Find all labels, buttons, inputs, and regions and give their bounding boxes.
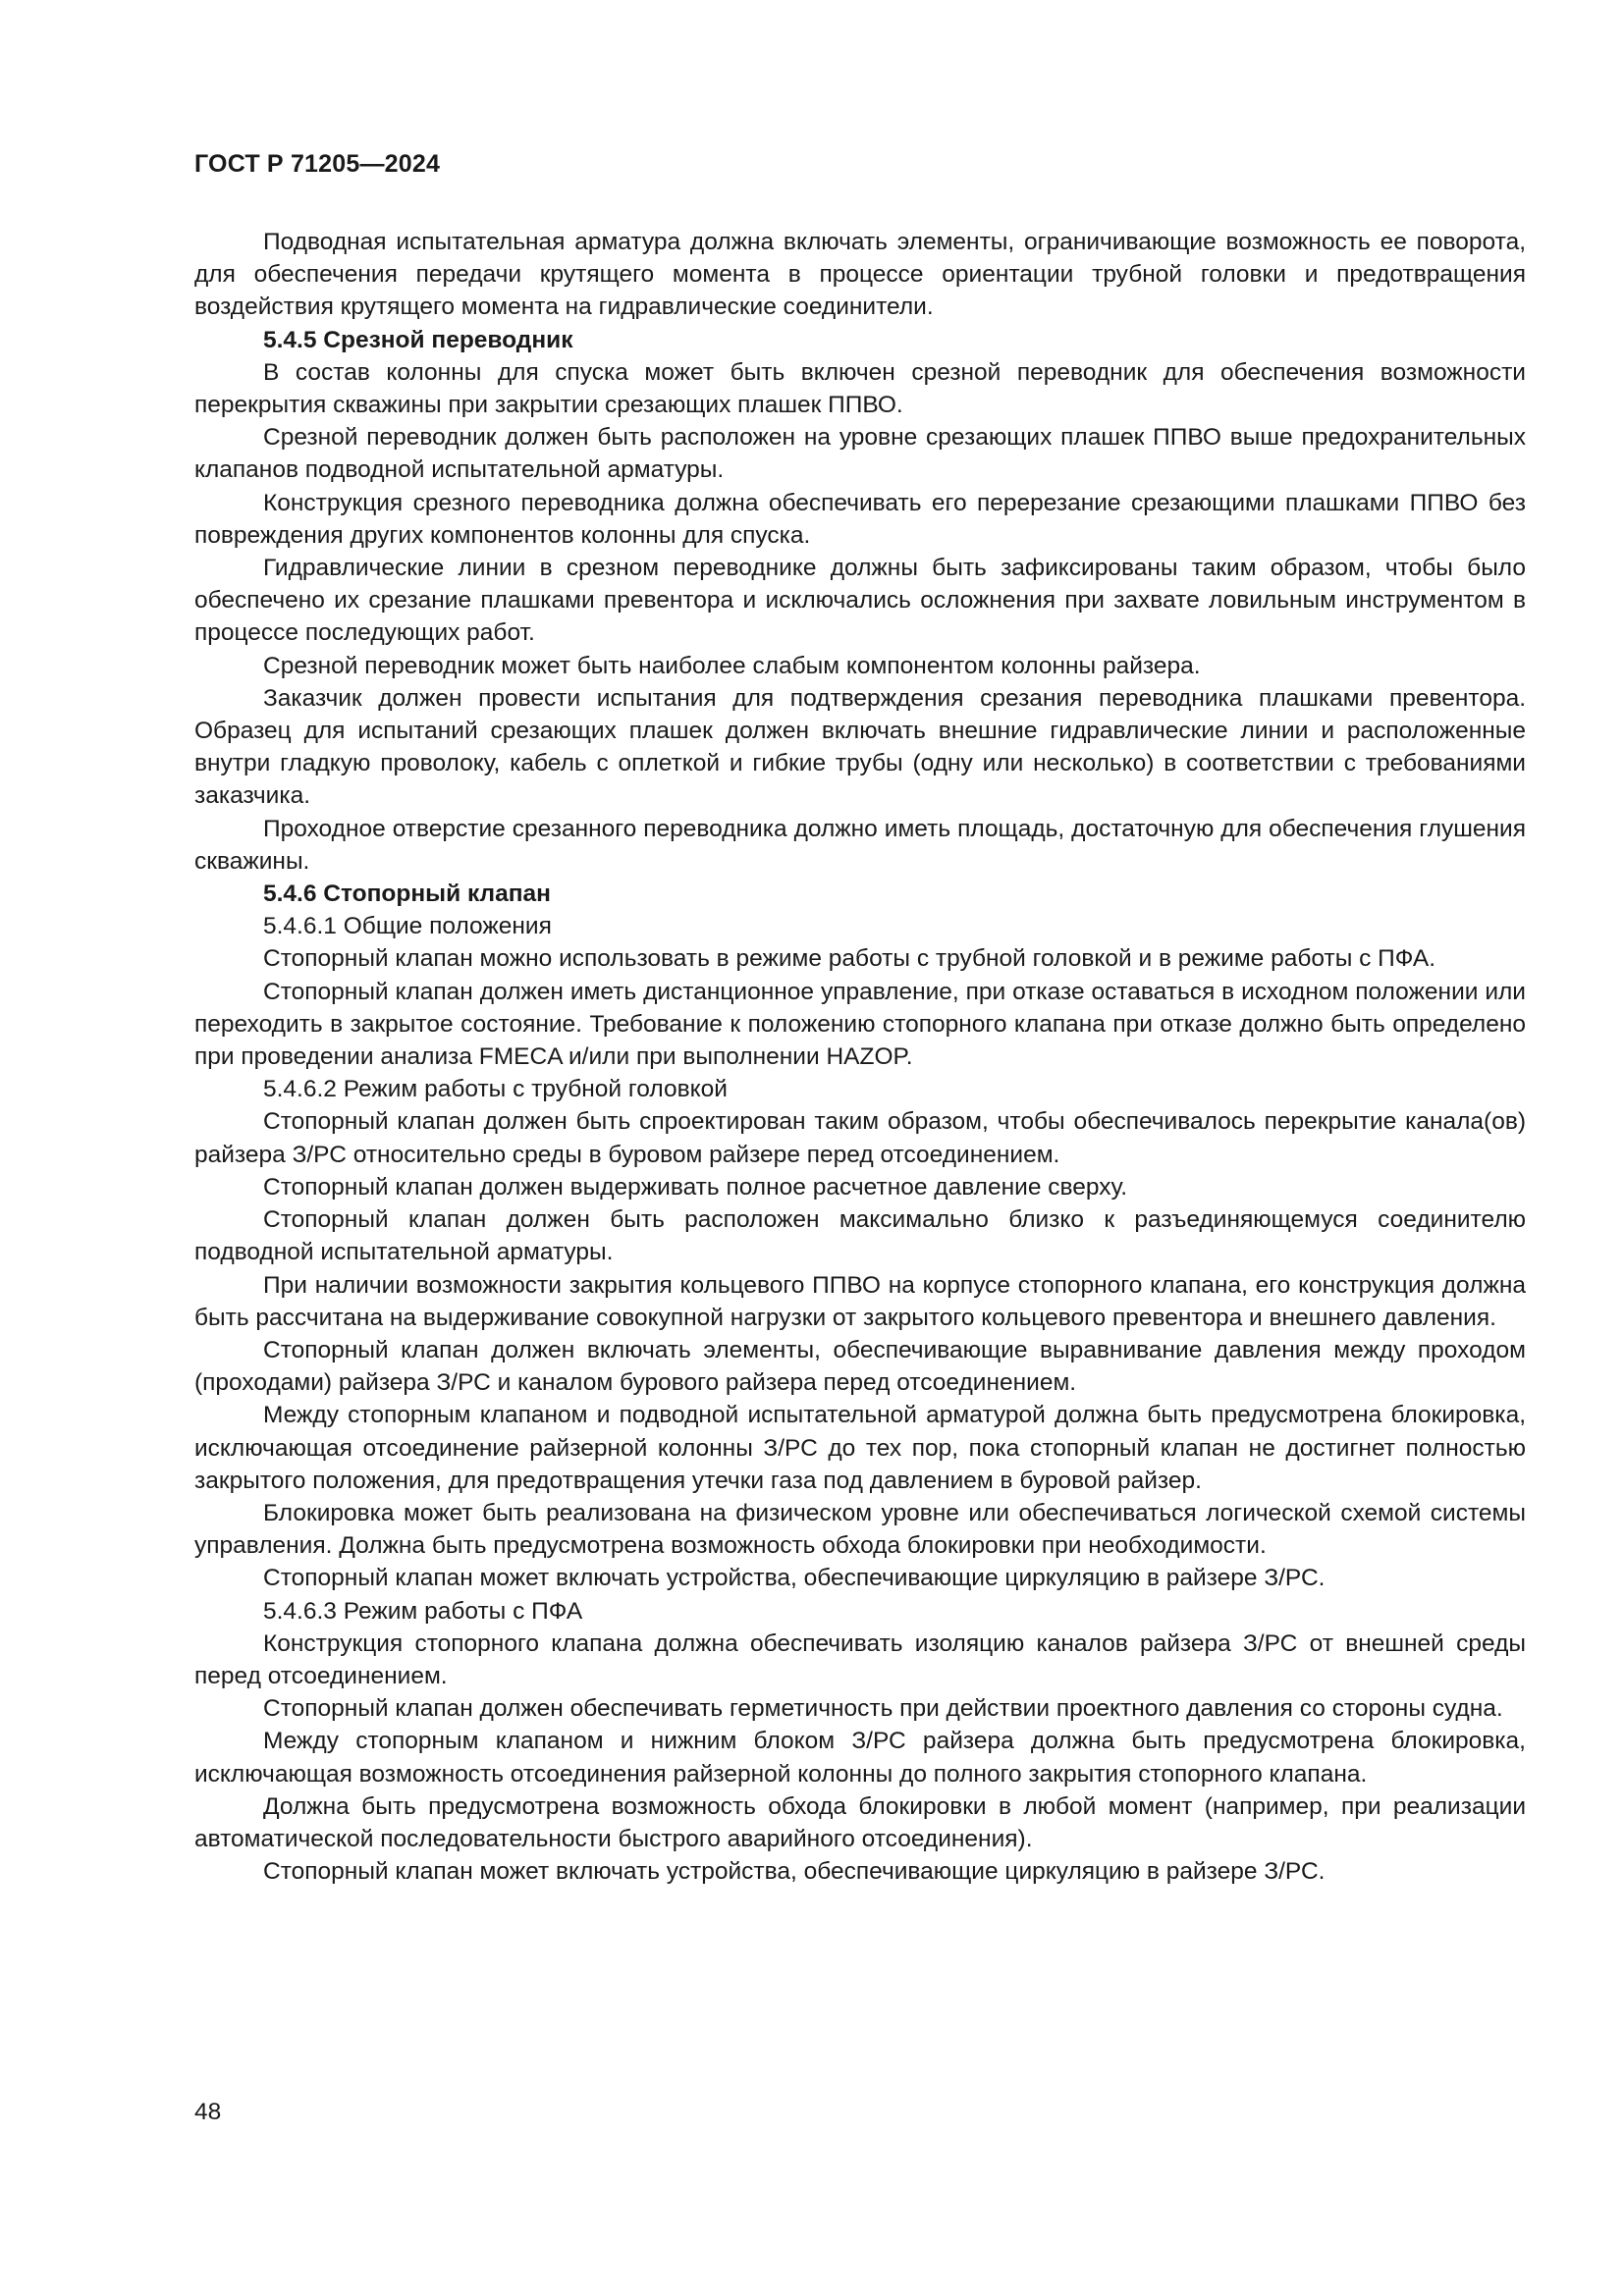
paragraph: Стопорный клапан может включать устройства, обеспечивающие циркуляцию в райзере З/РС. (263, 1858, 1326, 1886)
paragraph: Стопорный клапан должен выдерживать полное расчетное давление сверху. (263, 1173, 1128, 1201)
subsection-title-5-4-6-3: 5.4.6.3 Режим работы с ПФА (263, 1597, 583, 1625)
paragraph: Подводная испытательная арматура должна включать элементы, ограничивающие возможность ее поворота, для обеспечения передачи крутящего момента в процессе ориентации трубной головки и предотвращения воздействия крутящего момента на гидравлические соединители. (194, 229, 1526, 321)
paragraph: Срезной переводник должен быть расположен на уровне срезающих плашек ППВО выше предохранительных клапанов подводной испытательной арматуры. (194, 424, 1526, 484)
paragraph: Гидравлические линии в срезном переводнике должны быть зафиксированы таким образом, чтобы было обеспечено их срезание плашками превентора и исключались осложнения при захвате ловильным инструментом в процессе последующих работ. (194, 555, 1526, 647)
paragraph: Стопорный клапан можно использовать в режиме работы с трубной головкой и в режиме работы с ПФА. (263, 945, 1436, 973)
paragraph: Между стопорным клапаном и нижним блоком З/РС райзера должна быть предусмотрена блокировка, исключающая возможность отсоединения райзерной колонны до полного закрытия стопорного клапана. (194, 1728, 1526, 1788)
paragraph: Проходное отверстие срезанного переводника должно иметь площадь, достаточную для обеспечения глушения скважины. (194, 815, 1526, 875)
paragraph: Заказчик должен провести испытания для подтверждения срезания переводника плашками превентора. Образец для испытаний срезающих плашек должен включать внешние гидравлические линии и расположенные внутри гладкую проволоку, кабель с оплеткой и гибкие трубы (одну или несколько) в соответствии с требованиями заказчика. (194, 684, 1526, 810)
paragraph: Стопорный клапан должен обеспечивать герметичность при действии проектного давления со стороны судна. (263, 1695, 1503, 1723)
paragraph: Стопорный клапан должен быть расположен максимально близко к разъединяющемуся соединителю подводной испытательной арматуры. (194, 1206, 1526, 1266)
paragraph: Стопорный клапан должен иметь дистанционное управление, при отказе оставаться в исходном положении или переходить в закрытое состояние. Требование к положению стопорного клапана при отказе должно быть определено при проведении анализа FMECA и/или при выполнении HAZOP. (194, 978, 1526, 1071)
section-heading-5-4-6: 5.4.6 Стопорный клапан (263, 881, 551, 908)
subsection-title-5-4-6-2: 5.4.6.2 Режим работы с трубной головкой (263, 1076, 728, 1103)
paragraph: Должна быть предусмотрена возможность обхода блокировки в любой момент (например, при реализации автоматической последовательности быстрого аварийного отсоединения). (194, 1792, 1526, 1852)
paragraph: Блокировка может быть реализована на физическом уровне или обеспечиваться логической схемой системы управления. Должна быть предусмотрена возможность обхода блокировки при необходимости. (194, 1499, 1526, 1560)
paragraph: Стопорный клапан должен включать элементы, обеспечивающие выравнивание давления между проходом (проходами) райзера З/РС и каналом бурового райзера перед отсоединением. (194, 1336, 1526, 1397)
paragraph: Срезной переводник может быть наиболее слабым компонентом колонны райзера. (263, 652, 1201, 679)
document-body (194, 226, 1526, 1888)
paragraph: Конструкция срезного переводника должна обеспечивать его перерезание срезающими плашками ППВО без повреждения других компонентов колонны для спуска. (194, 489, 1526, 549)
paragraph: Стопорный клапан может включать устройства, обеспечивающие циркуляцию в райзере З/РС. (263, 1565, 1326, 1592)
paragraph: В состав колонны для спуска может быть включен срезной переводник для обеспечения возможности перекрытия скважины при закрытии срезающих плашек ППВО. (194, 358, 1526, 419)
document-header: ГОСТ Р 71205—2024 (194, 150, 441, 178)
paragraph: Между стопорным клапаном и подводной испытательной арматурой должна быть предусмотрена блокировка, исключающая отсоединение райзерной колонны З/РС до тех пор, пока стопорный клапан не достигнет полностью закрытого положения, для предотвращения утечки газа под давлением в буровой райзер. (194, 1402, 1526, 1494)
section-heading-5-4-5: 5.4.5 Срезной переводник (263, 326, 573, 353)
paragraph: Конструкция стопорного клапана должна обеспечивать изоляцию каналов райзера З/РС от внешней среды перед отсоединением. (194, 1629, 1526, 1689)
subsection-title-5-4-6-1: 5.4.6.1 Общие положения (263, 913, 552, 940)
paragraph: Стопорный клапан должен быть спроектирован таким образом, чтобы обеспечивалось перекрытие канала(ов) райзера З/РС относительно среды в буровом райзере перед отсоединением. (194, 1108, 1526, 1168)
paragraph: При наличии возможности закрытия кольцевого ППВО на корпусе стопорного клапана, его конструкция должна быть рассчитана на выдерживание совокупной нагрузки от закрытого кольцевого превентора и внешнего давления. (194, 1271, 1526, 1331)
page-number: 48 (194, 2099, 222, 2125)
